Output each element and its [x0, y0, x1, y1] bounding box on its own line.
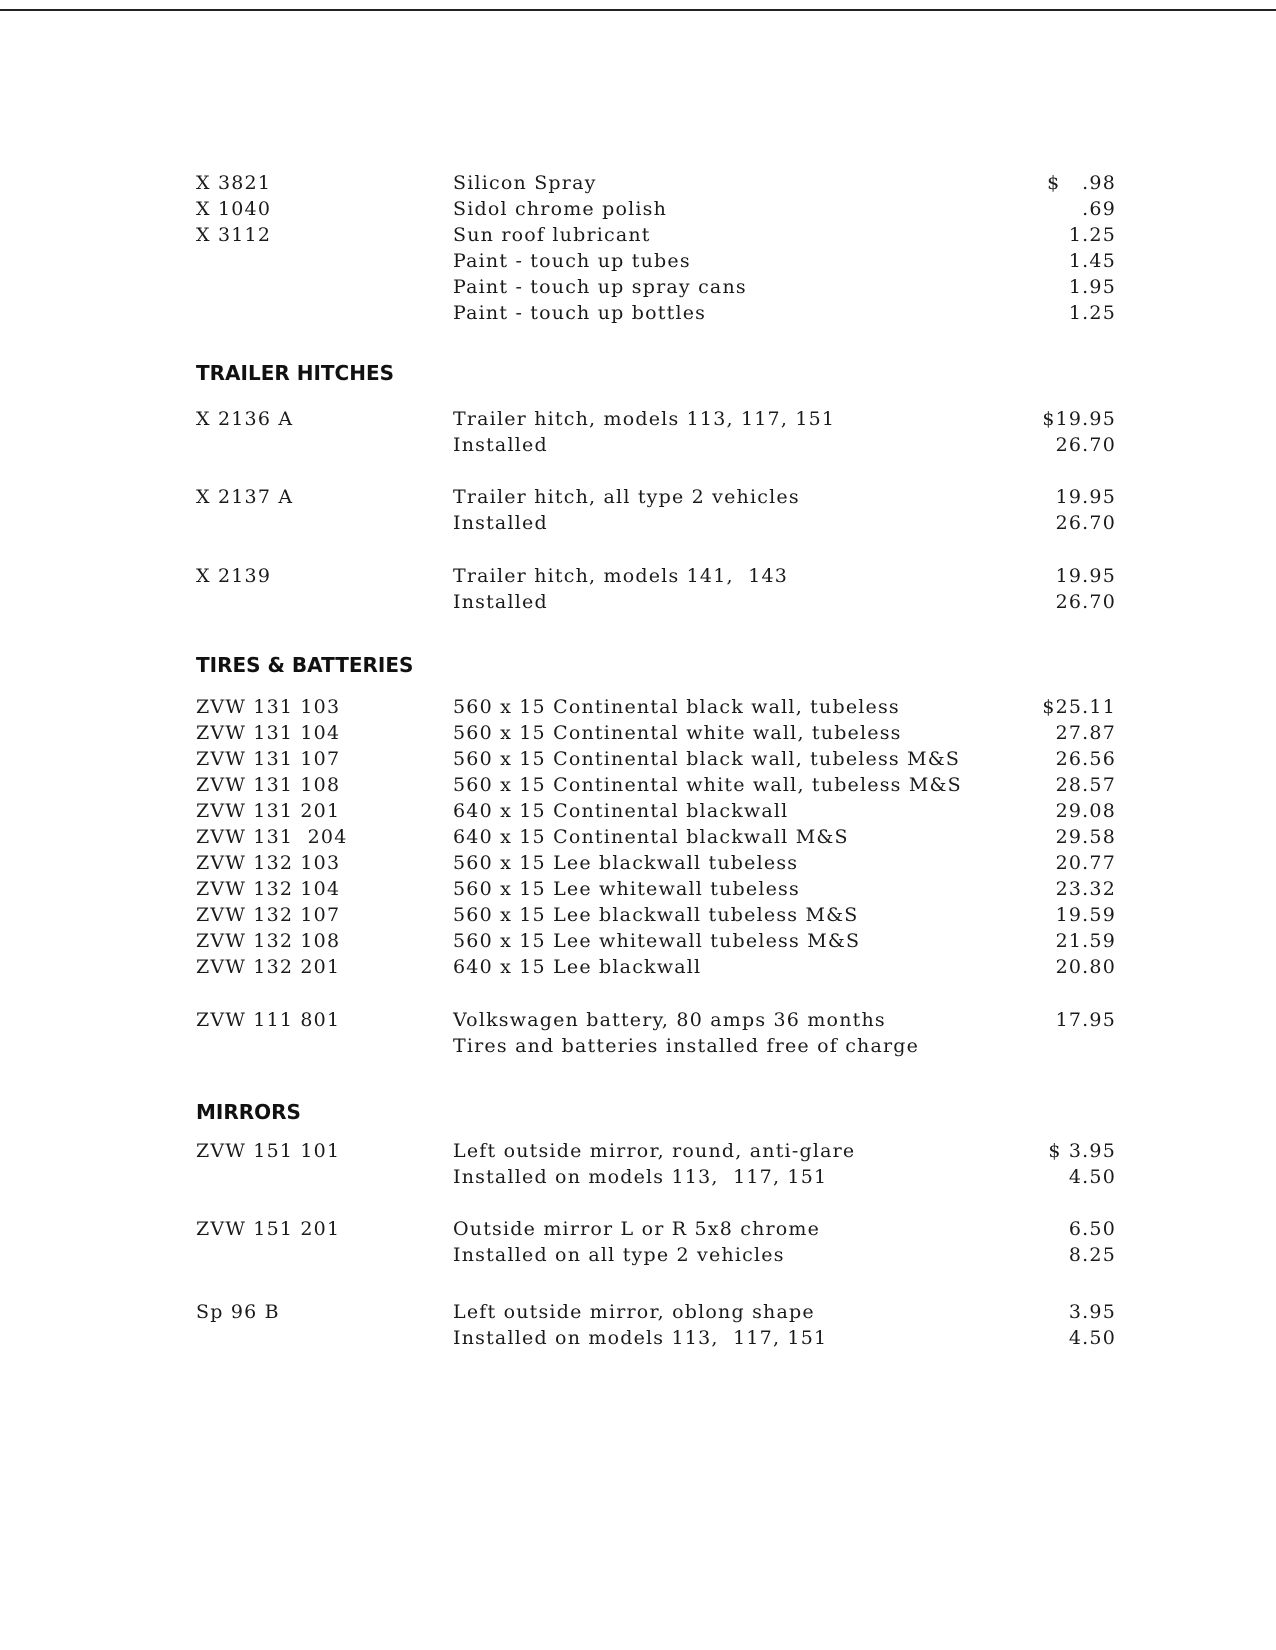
item-price: $19.95: [1042, 408, 1116, 430]
list-item: [0, 222, 1276, 248]
list-item: [0, 1138, 1276, 1164]
item-description: Installed on models 113, 117, 151: [453, 1327, 828, 1349]
item-description: Installed: [453, 434, 548, 456]
item-price: 1.25: [1068, 302, 1116, 324]
part-number: ZVW 151 101: [196, 1140, 341, 1162]
table-row: [0, 1033, 1276, 1059]
item-price: $ .98: [1047, 172, 1116, 194]
part-number: ZVW 132 108: [196, 930, 341, 952]
item-price: 4.50: [1068, 1327, 1116, 1349]
table-row: [0, 772, 1276, 798]
part-number: X 3112: [196, 224, 272, 246]
item-description: 640 x 15 Continental blackwall: [453, 800, 789, 822]
item-description: 560 x 15 Continental white wall, tubeless: [453, 722, 902, 744]
table-row: [0, 902, 1276, 928]
part-number: X 2136 A: [196, 408, 294, 430]
table-row: [0, 746, 1276, 772]
list-item: [0, 274, 1276, 300]
item-description: 560 x 15 Lee blackwall tubeless M&S: [453, 904, 859, 926]
item-price: 20.80: [1055, 956, 1116, 978]
list-item: [0, 1216, 1276, 1242]
table-row: [0, 954, 1276, 980]
item-price: 19.59: [1055, 904, 1116, 926]
item-description: Trailer hitch, models 113, 117, 151: [453, 408, 836, 430]
item-description: Installed on models 113, 117, 151: [453, 1166, 828, 1188]
part-number: ZVW 132 107: [196, 904, 341, 926]
item-description: 560 x 15 Continental white wall, tubeless M&S: [453, 774, 962, 796]
section-heading-tires-batteries: TIRES & BATTERIES: [196, 653, 414, 677]
item-description: 560 x 15 Lee whitewall tubeless: [453, 878, 800, 900]
part-number: X 2139: [196, 565, 272, 587]
item-description: Silicon Spray: [453, 172, 597, 194]
item-price: 21.59: [1055, 930, 1116, 952]
item-description: Outside mirror L or R 5x8 chrome: [453, 1218, 821, 1240]
item-description: Volkswagen battery, 80 amps 36 months: [453, 1009, 886, 1031]
item-price: 8.25: [1068, 1244, 1116, 1266]
item-price: 1.25: [1068, 224, 1116, 246]
item-price: 19.95: [1055, 486, 1116, 508]
item-price: 19.95: [1055, 565, 1116, 587]
item-description: 560 x 15 Continental black wall, tubeless: [453, 696, 900, 718]
item-description: Sidol chrome polish: [453, 198, 668, 220]
table-row: [0, 824, 1276, 850]
part-number: ZVW 131 107: [196, 748, 341, 770]
item-price: 26.56: [1055, 748, 1116, 770]
table-row: [0, 1007, 1276, 1033]
list-item: [0, 1242, 1276, 1268]
item-description: Paint - touch up tubes: [453, 250, 691, 272]
list-item: [0, 1164, 1276, 1190]
item-description: Installed: [453, 512, 548, 534]
table-row: [0, 876, 1276, 902]
item-description: 560 x 15 Continental black wall, tubeless M&S: [453, 748, 961, 770]
table-row: [0, 850, 1276, 876]
item-description: Trailer hitch, all type 2 vehicles: [453, 486, 800, 508]
item-price: 1.45: [1068, 250, 1116, 272]
table-row: [0, 720, 1276, 746]
item-price: 6.50: [1068, 1218, 1116, 1240]
item-price: 27.87: [1055, 722, 1116, 744]
item-note: Tires and batteries installed free of charge: [453, 1035, 920, 1057]
list-item: [0, 589, 1276, 615]
part-number: Sp 96 B: [196, 1301, 280, 1323]
item-description: Installed: [453, 591, 548, 613]
item-price: 17.95: [1055, 1009, 1116, 1031]
item-price: 4.50: [1068, 1166, 1116, 1188]
item-price: 26.70: [1055, 591, 1116, 613]
item-description: Sun roof lubricant: [453, 224, 651, 246]
list-item: [0, 196, 1276, 222]
item-price: 26.70: [1055, 512, 1116, 534]
item-description: 640 x 15 Lee blackwall: [453, 956, 702, 978]
part-number: ZVW 131 103: [196, 696, 341, 718]
item-price: $25.11: [1042, 696, 1116, 718]
part-number: X 1040: [196, 198, 272, 220]
item-price: 1.95: [1068, 276, 1116, 298]
list-item: [0, 563, 1276, 589]
item-price: 26.70: [1055, 434, 1116, 456]
list-item: [0, 170, 1276, 196]
list-item: [0, 432, 1276, 458]
item-description: Paint - touch up spray cans: [453, 276, 747, 298]
table-row: [0, 928, 1276, 954]
list-item: [0, 510, 1276, 536]
part-number: X 3821: [196, 172, 272, 194]
item-price: 20.77: [1055, 852, 1116, 874]
item-price: 29.08: [1055, 800, 1116, 822]
item-description: 560 x 15 Lee blackwall tubeless: [453, 852, 799, 874]
item-description: 640 x 15 Continental blackwall M&S: [453, 826, 849, 848]
item-price: .69: [1082, 198, 1116, 220]
item-price: 23.32: [1055, 878, 1116, 900]
part-number: ZVW 132 201: [196, 956, 341, 978]
part-number: ZVW 131 201: [196, 800, 341, 822]
table-row: [0, 694, 1276, 720]
top-rule: [0, 9, 1276, 11]
item-description: Trailer hitch, models 141, 143: [453, 565, 789, 587]
list-item: [0, 484, 1276, 510]
item-description: Left outside mirror, oblong shape: [453, 1301, 815, 1323]
item-price: 28.57: [1055, 774, 1116, 796]
table-row: [0, 798, 1276, 824]
list-item: [0, 300, 1276, 326]
item-price: $ 3.95: [1048, 1140, 1116, 1162]
list-item: [0, 1299, 1276, 1325]
item-price: 3.95: [1068, 1301, 1116, 1323]
part-number: ZVW 131 108: [196, 774, 341, 796]
list-item: [0, 406, 1276, 432]
part-number: ZVW 151 201: [196, 1218, 341, 1240]
item-description: 560 x 15 Lee whitewall tubeless M&S: [453, 930, 861, 952]
item-description: Paint - touch up bottles: [453, 302, 707, 324]
section-heading-trailer-hitches: TRAILER HITCHES: [196, 361, 395, 385]
part-number: ZVW 132 104: [196, 878, 341, 900]
part-number: ZVW 111 801: [196, 1009, 341, 1031]
part-number: ZVW 132 103: [196, 852, 341, 874]
list-item: [0, 1325, 1276, 1351]
list-item: [0, 248, 1276, 274]
item-price: 29.58: [1055, 826, 1116, 848]
item-description: Left outside mirror, round, anti-glare: [453, 1140, 856, 1162]
item-description: Installed on all type 2 vehicles: [453, 1244, 785, 1266]
part-number: X 2137 A: [196, 486, 294, 508]
section-heading-mirrors: MIRRORS: [196, 1100, 301, 1124]
part-number: ZVW 131 104: [196, 722, 341, 744]
part-number: ZVW 131 204: [196, 826, 348, 848]
